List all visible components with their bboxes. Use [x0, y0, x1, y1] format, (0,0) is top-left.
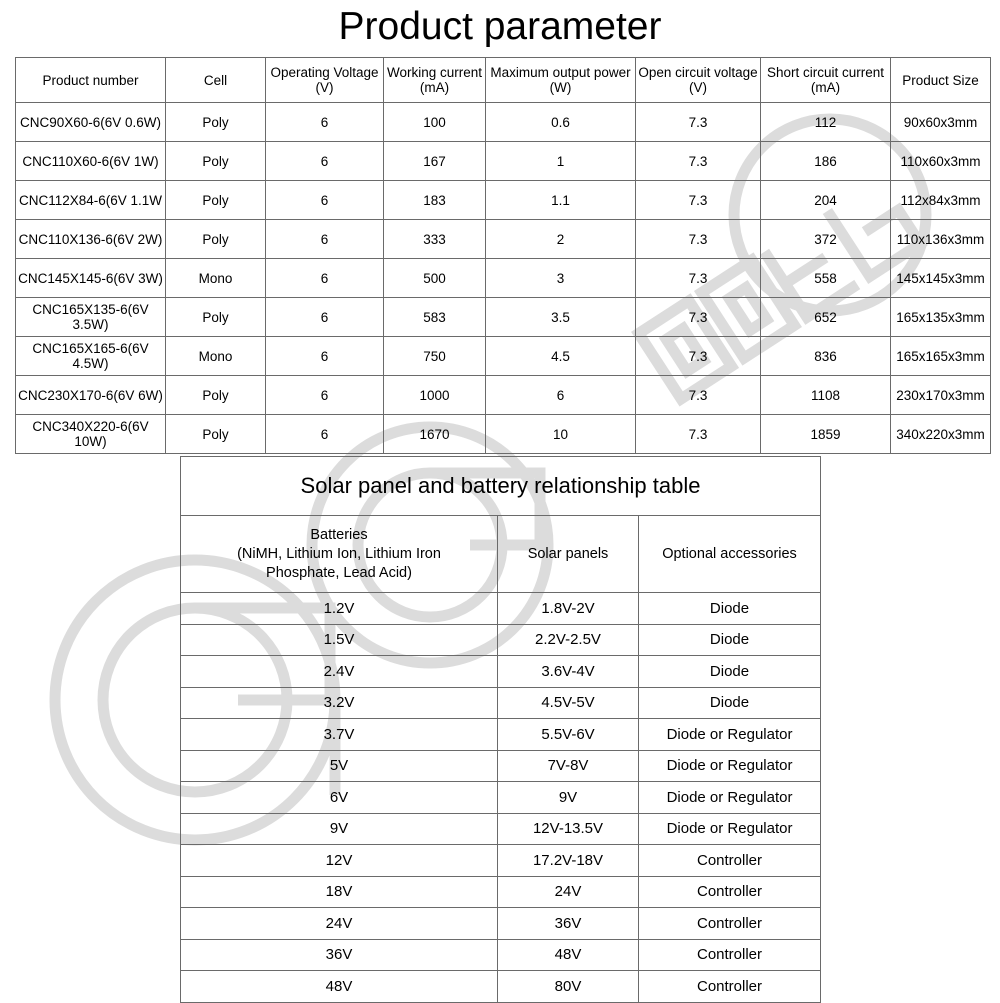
cell-working-current: 500 [384, 259, 486, 298]
cell-optional-accessory: Controller [639, 939, 821, 971]
cell-battery-voltage: 24V [181, 908, 498, 940]
cell-product-size: 145x145x3mm [891, 259, 991, 298]
cell-short-circuit-current: 372 [761, 220, 891, 259]
cell-product-number: CNC165X165-6(6V 4.5W) [16, 337, 166, 376]
relationship-header-row [181, 516, 821, 593]
cell-optional-accessory: Diode or Regulator [639, 813, 821, 845]
cell-optional-accessory: Controller [639, 876, 821, 908]
cell-operating-voltage: 6 [266, 415, 384, 454]
product-table-body [16, 103, 991, 454]
cell-optional-accessory: Diode or Regulator [639, 750, 821, 782]
page-title: Product parameter [338, 5, 662, 48]
cell-product-size: 230x170x3mm [891, 376, 991, 415]
cell-product-number: CNC165X135-6(6V 3.5W) [16, 298, 166, 337]
header-unit: (mA) [419, 80, 450, 95]
column-header-cell [166, 58, 266, 103]
header-unit: (V) [315, 80, 334, 95]
header-line-1: Batteries [310, 526, 368, 543]
cell-cell: Poly [166, 415, 266, 454]
cell-operating-voltage: 6 [266, 181, 384, 220]
table-row [16, 220, 991, 259]
table-row [181, 719, 821, 751]
cell-max-output-power: 3.5 [486, 298, 636, 337]
cell-product-number: CNC145X145-6(6V 3W) [16, 259, 166, 298]
cell-battery-voltage: 12V [181, 845, 498, 877]
cell-open-circuit-voltage: 7.3 [636, 142, 761, 181]
cell-open-circuit-voltage: 7.3 [636, 220, 761, 259]
cell-product-size: 110x136x3mm [891, 220, 991, 259]
column-header-product-number [16, 58, 166, 103]
header-label: Cell [203, 72, 228, 88]
cell-operating-voltage: 6 [266, 220, 384, 259]
header-unit: (V) [689, 80, 707, 95]
cell-max-output-power: 2 [486, 220, 636, 259]
cell-short-circuit-current: 652 [761, 298, 891, 337]
column-header-max-output-power [486, 58, 636, 103]
cell-operating-voltage: 6 [266, 337, 384, 376]
cell-working-current: 1670 [384, 415, 486, 454]
cell-solar-panel-voltage: 48V [498, 939, 639, 971]
cell-product-size: 340x220x3mm [891, 415, 991, 454]
relationship-table-title: Solar panel and battery relationship table [181, 457, 821, 516]
table-row [181, 813, 821, 845]
cell-product-number: CNC340X220-6(6V 10W) [16, 415, 166, 454]
cell-battery-voltage: 36V [181, 939, 498, 971]
cell-cell: Poly [166, 181, 266, 220]
cell-operating-voltage: 6 [266, 103, 384, 142]
cell-open-circuit-voltage: 7.3 [636, 337, 761, 376]
column-header-product-size [891, 58, 991, 103]
relationship-table-header [181, 457, 821, 593]
table-row [181, 750, 821, 782]
cell-max-output-power: 10 [486, 415, 636, 454]
table-row [16, 415, 991, 454]
header-label: Short circuit current [766, 65, 885, 80]
cell-battery-voltage: 18V [181, 876, 498, 908]
cell-cell: Poly [166, 220, 266, 259]
header-label: Product Size [902, 72, 979, 88]
cell-battery-voltage: 48V [181, 971, 498, 1003]
cell-working-current: 333 [384, 220, 486, 259]
header-line-2: (NiMH, Lithium Ion, Lithium Iron [237, 545, 441, 562]
cell-solar-panel-voltage: 12V-13.5V [498, 813, 639, 845]
cell-solar-panel-voltage: 17.2V-18V [498, 845, 639, 877]
cell-open-circuit-voltage: 7.3 [636, 376, 761, 415]
column-header-optional-accessories: Optional accessories [639, 516, 821, 593]
cell-optional-accessory: Controller [639, 845, 821, 877]
cell-working-current: 100 [384, 103, 486, 142]
column-header-short-circuit-current [761, 58, 891, 103]
table-row [181, 876, 821, 908]
cell-cell: Mono [166, 259, 266, 298]
cell-optional-accessory: Diode or Regulator [639, 719, 821, 751]
header-label: Operating Voltage [270, 65, 379, 80]
relationship-table-body [181, 593, 821, 1003]
cell-battery-voltage: 6V [181, 782, 498, 814]
cell-open-circuit-voltage: 7.3 [636, 181, 761, 220]
cell-solar-panel-voltage: 80V [498, 971, 639, 1003]
cell-optional-accessory: Diode [639, 593, 821, 625]
table-row [181, 656, 821, 688]
cell-product-number: CNC90X60-6(6V 0.6W) [16, 103, 166, 142]
table-row [181, 782, 821, 814]
cell-cell: Poly [166, 142, 266, 181]
cell-cell: Mono [166, 337, 266, 376]
cell-battery-voltage: 3.7V [181, 719, 498, 751]
product-table-header [16, 58, 991, 103]
table-row [181, 845, 821, 877]
cell-working-current: 583 [384, 298, 486, 337]
cell-product-number: CNC110X136-6(6V 2W) [16, 220, 166, 259]
relationship-title-row [181, 457, 821, 516]
cell-operating-voltage: 6 [266, 298, 384, 337]
cell-solar-panel-voltage: 5.5V-6V [498, 719, 639, 751]
cell-solar-panel-voltage: 1.8V-2V [498, 593, 639, 625]
cell-battery-voltage: 2.4V [181, 656, 498, 688]
cell-optional-accessory: Controller [639, 971, 821, 1003]
header-unit: (mA) [810, 80, 841, 95]
cell-battery-voltage: 1.2V [181, 593, 498, 625]
header-label: Working current [386, 65, 483, 80]
header-label: Product number [42, 72, 139, 88]
table-row [181, 908, 821, 940]
cell-product-number: CNC230X170-6(6V 6W) [16, 376, 166, 415]
header-label: Open circuit voltage [638, 65, 758, 80]
cell-solar-panel-voltage: 2.2V-2.5V [498, 624, 639, 656]
table-row [16, 376, 991, 415]
cell-short-circuit-current: 204 [761, 181, 891, 220]
cell-short-circuit-current: 836 [761, 337, 891, 376]
cell-max-output-power: 0.6 [486, 103, 636, 142]
cell-battery-voltage: 5V [181, 750, 498, 782]
table-row [16, 337, 991, 376]
cell-solar-panel-voltage: 24V [498, 876, 639, 908]
cell-max-output-power: 1.1 [486, 181, 636, 220]
table-row [16, 142, 991, 181]
cell-product-size: 90x60x3mm [891, 103, 991, 142]
cell-solar-panel-voltage: 36V [498, 908, 639, 940]
cell-short-circuit-current: 186 [761, 142, 891, 181]
cell-max-output-power: 3 [486, 259, 636, 298]
header-unit: (W) [549, 80, 572, 95]
cell-solar-panel-voltage: 9V [498, 782, 639, 814]
cell-working-current: 167 [384, 142, 486, 181]
cell-product-number: CNC112X84-6(6V 1.1W [16, 181, 166, 220]
cell-product-size: 112x84x3mm [891, 181, 991, 220]
cell-product-size: 165x165x3mm [891, 337, 991, 376]
cell-open-circuit-voltage: 7.3 [636, 259, 761, 298]
header-label: Maximum output power [490, 65, 631, 80]
table-row [181, 687, 821, 719]
column-header-open-circuit-voltage [636, 58, 761, 103]
cell-battery-voltage: 9V [181, 813, 498, 845]
table-row [16, 259, 991, 298]
cell-cell: Poly [166, 376, 266, 415]
cell-max-output-power: 4.5 [486, 337, 636, 376]
cell-open-circuit-voltage: 7.3 [636, 103, 761, 142]
table-row [181, 939, 821, 971]
cell-optional-accessory: Diode [639, 687, 821, 719]
cell-open-circuit-voltage: 7.3 [636, 415, 761, 454]
cell-optional-accessory: Controller [639, 908, 821, 940]
column-header-solar-panels: Solar panels [498, 516, 639, 593]
cell-short-circuit-current: 1859 [761, 415, 891, 454]
cell-short-circuit-current: 112 [761, 103, 891, 142]
column-header-working-current [384, 58, 486, 103]
cell-short-circuit-current: 558 [761, 259, 891, 298]
cell-optional-accessory: Diode [639, 656, 821, 688]
cell-open-circuit-voltage: 7.3 [636, 298, 761, 337]
cell-product-size: 110x60x3mm [891, 142, 991, 181]
cell-optional-accessory: Diode or Regulator [639, 782, 821, 814]
cell-solar-panel-voltage: 7V-8V [498, 750, 639, 782]
column-header-operating-voltage [266, 58, 384, 103]
cell-max-output-power: 6 [486, 376, 636, 415]
cell-max-output-power: 1 [486, 142, 636, 181]
cell-battery-voltage: 3.2V [181, 687, 498, 719]
cell-operating-voltage: 6 [266, 259, 384, 298]
header-line-3: Phosphate, Lead Acid) [266, 564, 412, 581]
table-row [16, 103, 991, 142]
cell-operating-voltage: 6 [266, 376, 384, 415]
column-header-batteries [181, 516, 498, 593]
cell-operating-voltage: 6 [266, 142, 384, 181]
table-header-row [16, 58, 991, 103]
product-parameter-table [15, 57, 991, 454]
table-row [16, 298, 991, 337]
cell-working-current: 183 [384, 181, 486, 220]
cell-battery-voltage: 1.5V [181, 624, 498, 656]
cell-solar-panel-voltage: 4.5V-5V [498, 687, 639, 719]
cell-product-size: 165x135x3mm [891, 298, 991, 337]
table-row [181, 624, 821, 656]
table-row [181, 971, 821, 1003]
solar-battery-relationship-table [180, 456, 821, 1003]
cell-product-number: CNC110X60-6(6V 1W) [16, 142, 166, 181]
table-row [181, 593, 821, 625]
cell-optional-accessory: Diode [639, 624, 821, 656]
cell-solar-panel-voltage: 3.6V-4V [498, 656, 639, 688]
table-row [16, 181, 991, 220]
cell-cell: Poly [166, 298, 266, 337]
cell-working-current: 750 [384, 337, 486, 376]
cell-working-current: 1000 [384, 376, 486, 415]
cell-short-circuit-current: 1108 [761, 376, 891, 415]
cell-cell: Poly [166, 103, 266, 142]
